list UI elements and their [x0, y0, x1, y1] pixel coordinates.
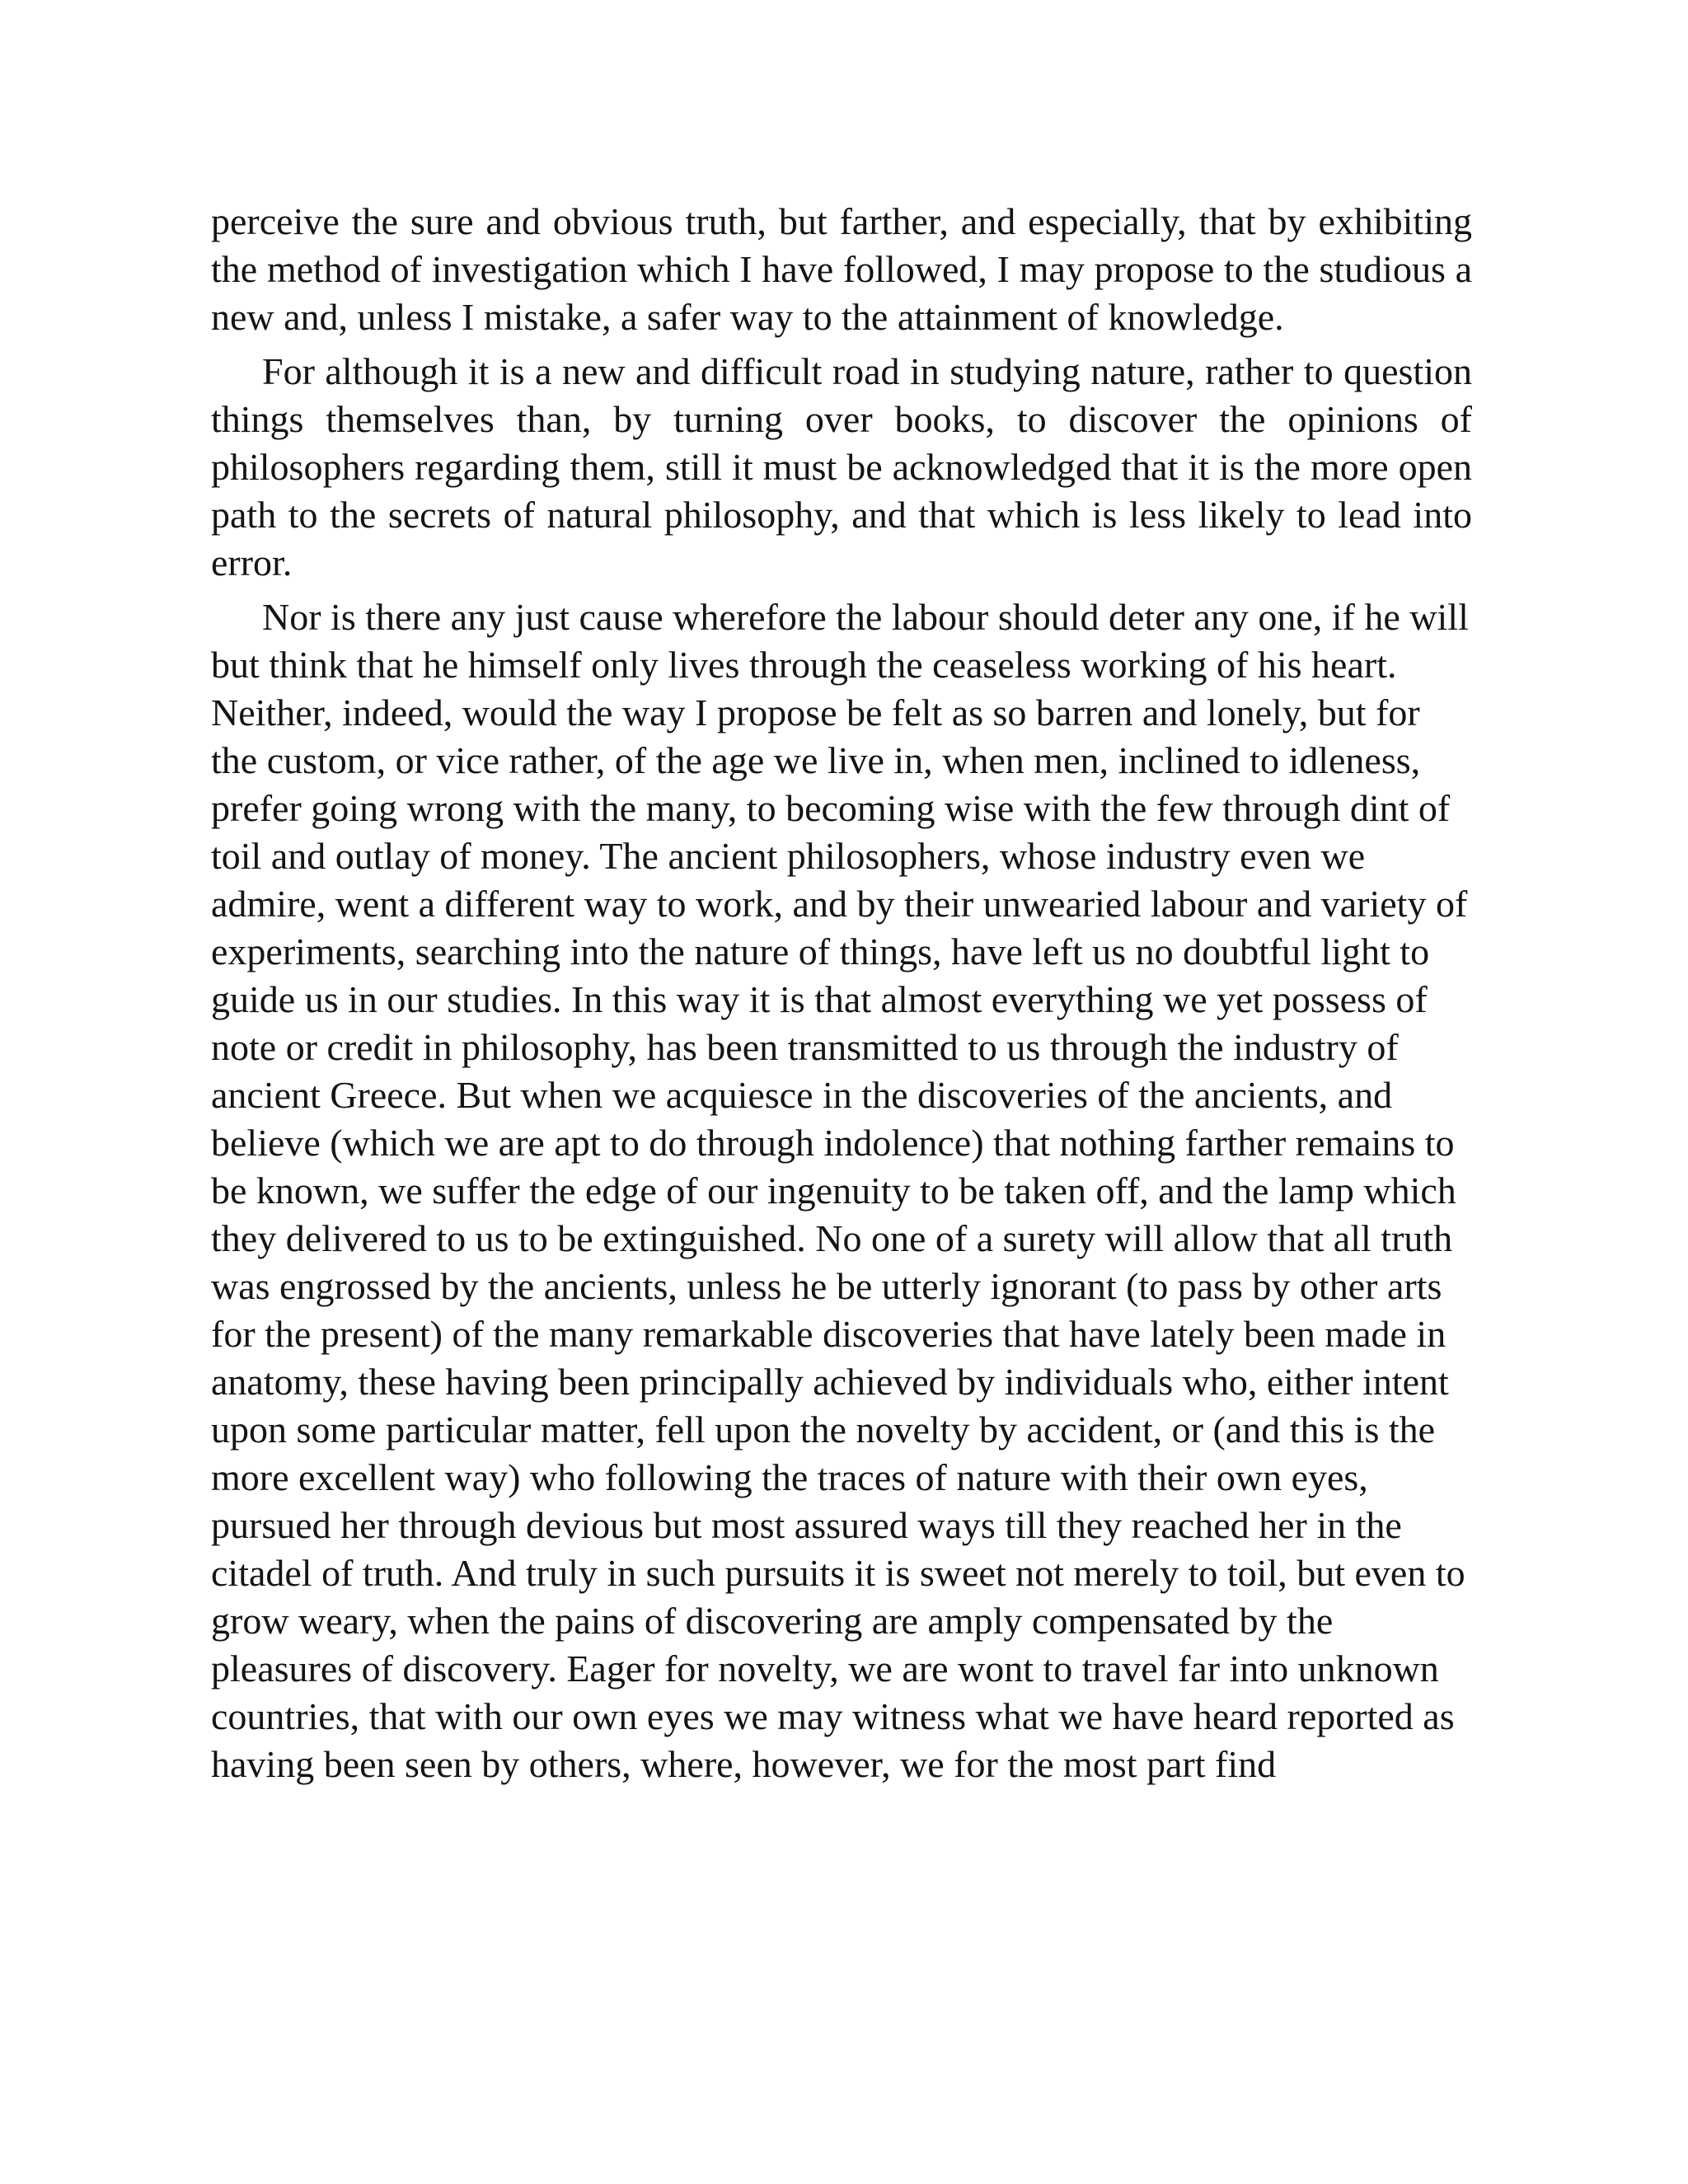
paragraph-2: For although it is a new and difficult road in studying nature, rather to question things themselves than, by turning over books, to discover the opinions of philosophers regarding them, still it must be acknowledged that it is the more open path to the secrets of natural philosophy, and that which is less likely to lead into error. [211, 350, 1472, 583]
paragraph-3: Nor is there any just cause wherefore the labour should deter any one, if he will but think that he himself only lives through the ceaseless working of his heart. Neither, indeed, would the way I propose be felt as so barren and lonely, but for the custom, or vice rather, of the age we live in, when men, inclined to idleness, prefer going wrong with the many, to becoming wise with the few through dint of toil and outlay of money. The ancient philosophers, whose industry even we admire, went a different way to work, and by their unwearied labour and variety of experiments, searching into the nature of things, have left us no doubtful light to guide us in our studies. In this way it is that almost everything we yet possess of note or credit in philosophy, has been transmitted to us through the industry of ancient Greece. But when we acquiesce in the discoveries of the ancients, and believe (which we are apt to do through indolence) that nothing farther remains to be known, we suffer the edge of our ingenuity to be taken off, and the lamp which they delivered to us to be extinguished. No one of a surety will allow that all truth was engrossed by the ancients, unless he be utterly ignorant (to pass by other arts for the present) of the many remarkable discoveries that have lately been made in anatomy, these having been principally achieved by individuals who, either intent upon some particular matter, fell upon the novelty by accident, or (and this is the more excellent way) who following the traces of nature with their own eyes, pursued her through devious but most assured ways till they reached her in the citadel of truth. And truly in such pursuits it is sweet not merely to toil, but even to grow weary, when the pains of discovering are amply compensated by the pleasures of discovery. Eager for novelty, we are wont to travel far into unknown countries, that with our own eyes we may witness what we have heard reported as having been seen by others, where, however, we for the most part find [211, 596, 1469, 1785]
paragraph-1: perceive the sure and obvious truth, but farther, and especially, that by exhibiting the method of investigation which I have followed, I may propose to the studious a new and, unless I mistake, a safer way to the attainment of knowledge. [211, 200, 1472, 338]
document-page [211, 198, 1472, 1795]
